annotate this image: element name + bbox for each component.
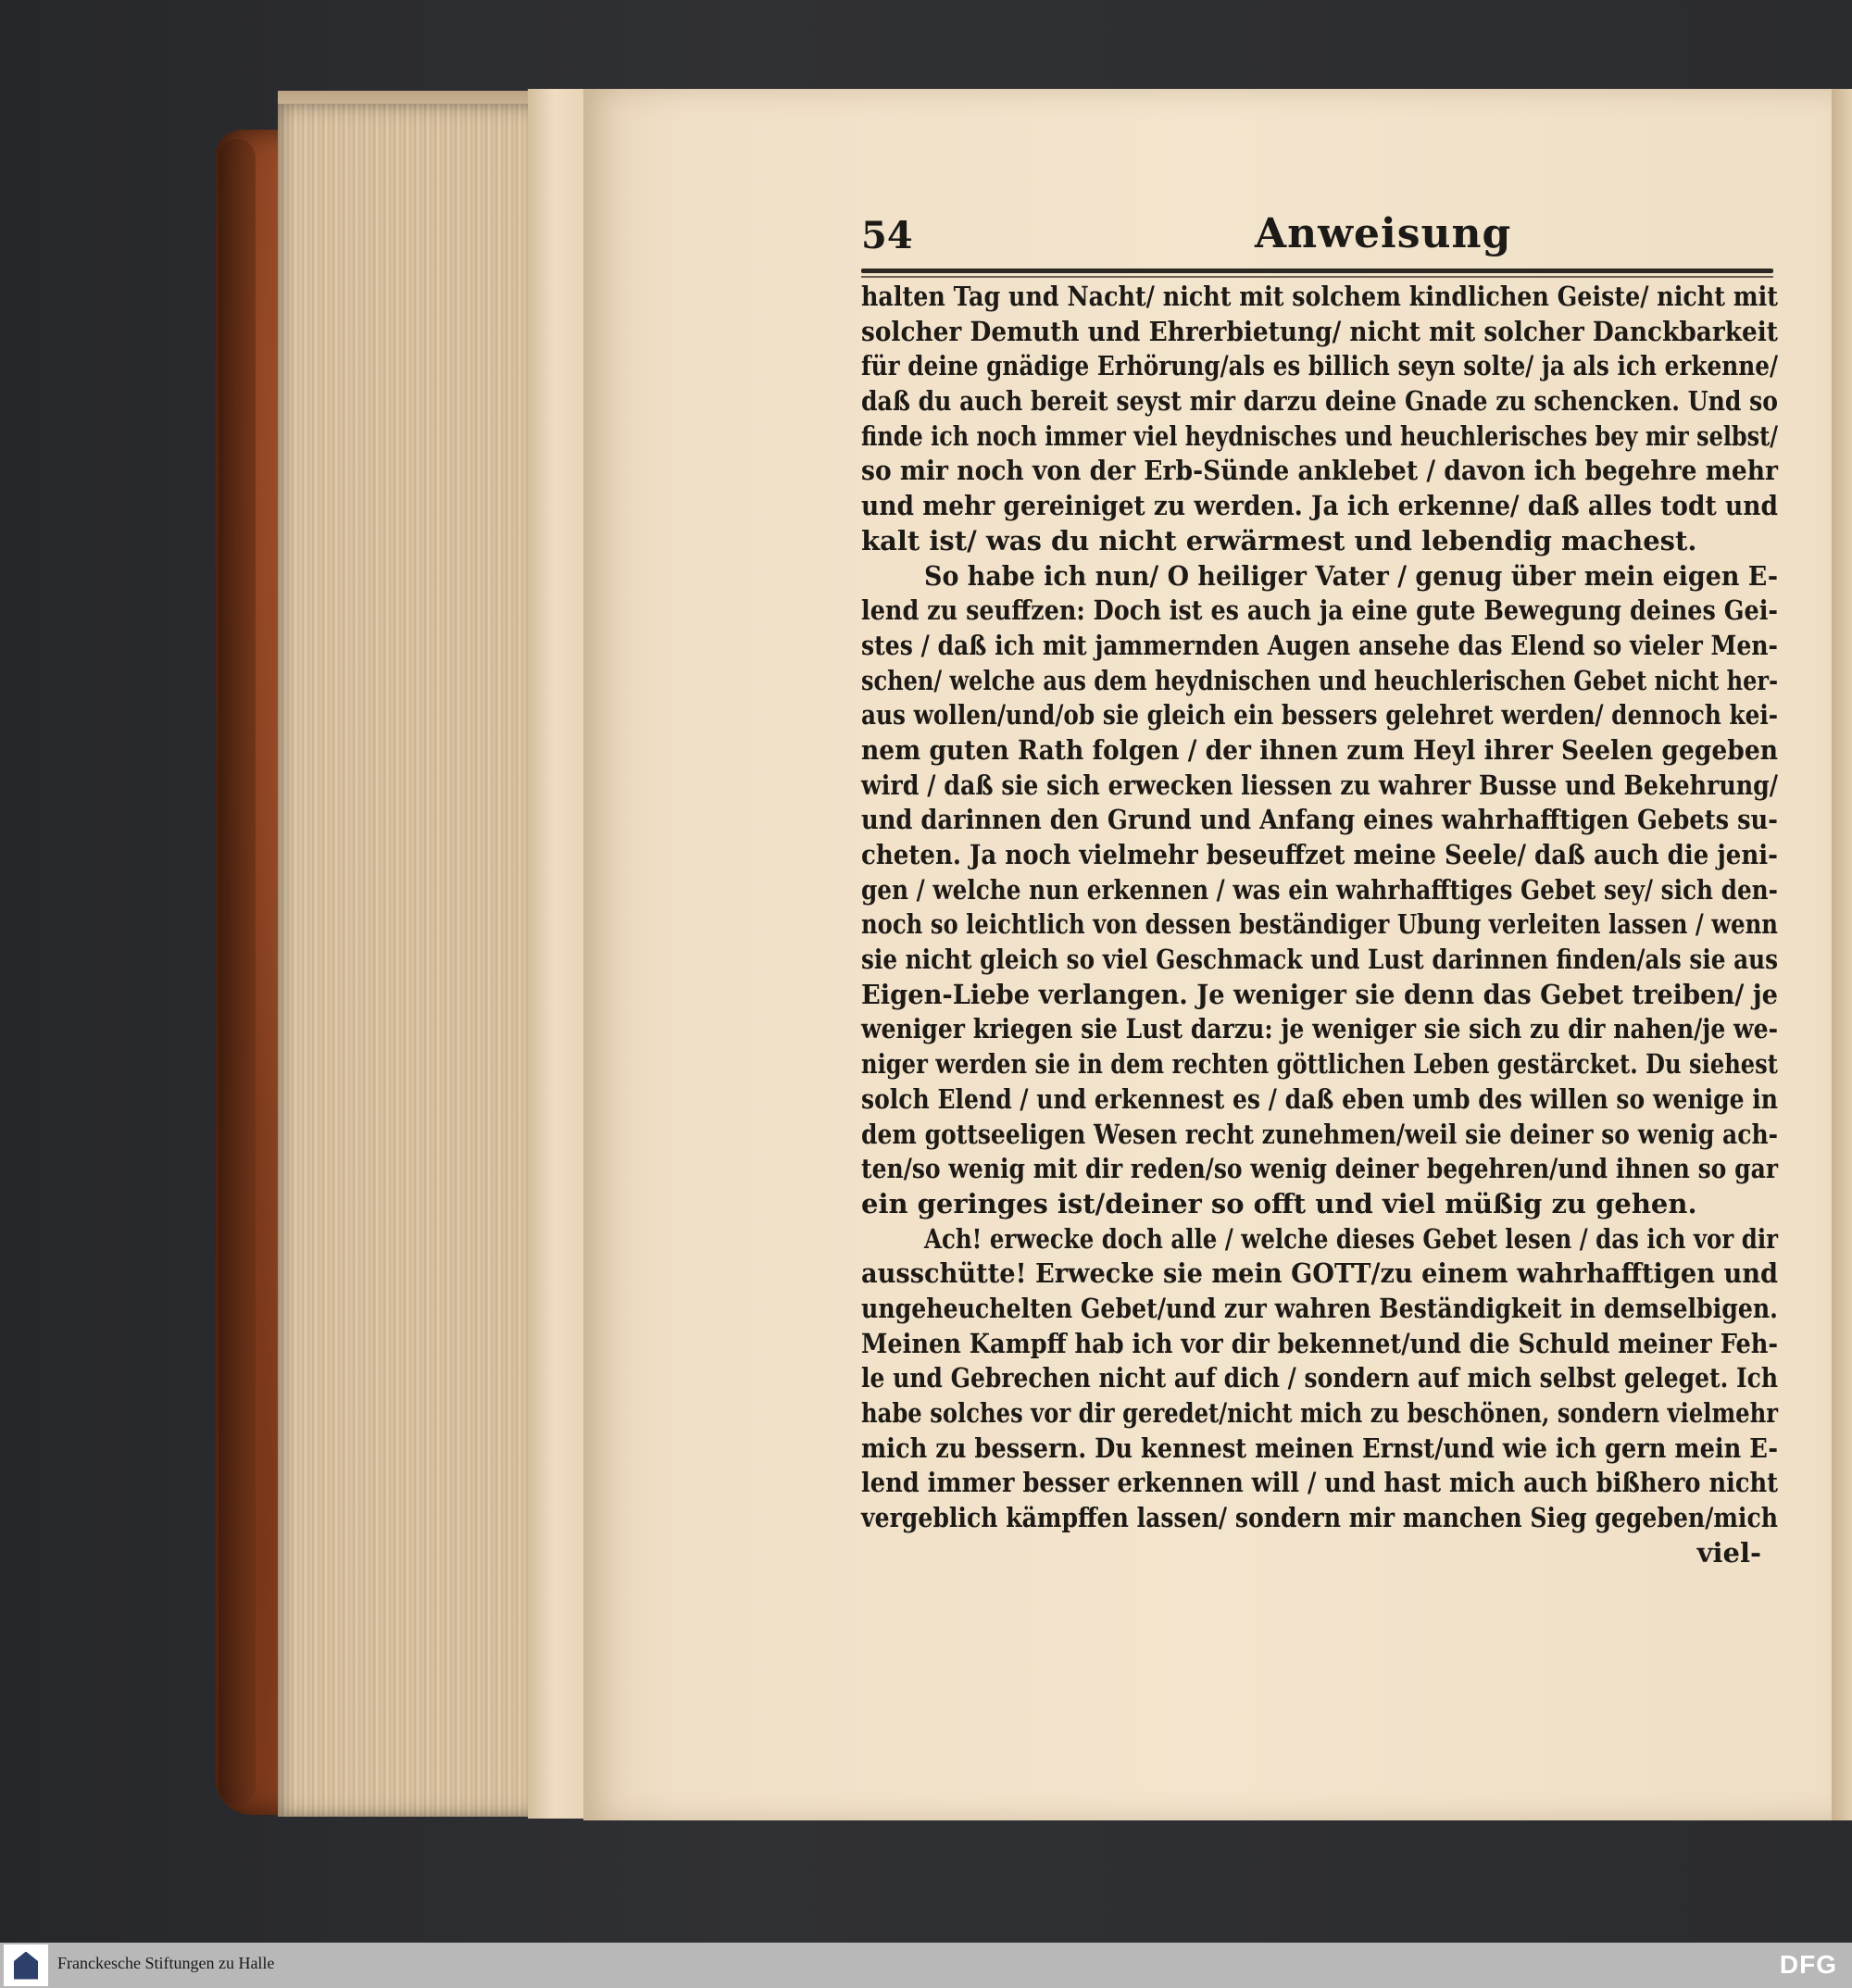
text-line: weniger kriegen sie Lust darzu: je weniger sie sich zu dir nahen/je we- [861,1013,1778,1045]
text-line: wird / daß sie sich erwecken liessen zu wahrer Busse und Bekehrung/ [861,769,1779,801]
facing-page-edge [1832,89,1852,1820]
text-line: sie nicht gleich so viel Geschmack und Lust darinnen finden/als sie aus [861,944,1779,976]
text-line: le und Gebrechen nicht auf dich / sondern auf mich selbst geleget. Ich [861,1362,1779,1394]
text-line: Ach! erwecke doch alle / welche dieses Gebet lesen / das ich vor dir [924,1222,1779,1255]
text-line: und darinnen den Grund und Anfang eines wahrhafftigen Gebets su- [861,804,1778,836]
text-line: cheten. Ja noch vielmehr beseuffzet meine Seele/ daß auch die jeni- [861,839,1778,870]
page-header [861,208,1773,273]
text-line: ein geringes ist/deiner so offt und viel müßig zu gehen. [861,1187,1697,1219]
text-line: habe solches vor dir geredet/nicht mich zu beschönen, sondern vielmehr [861,1397,1779,1429]
text-line: halten Tag und Nacht/ nicht mit solchem kindlichen Geiste/ nicht mit [861,281,1778,312]
text-line: daß du auch bereit seyst mir darzu deine Gnade zu schencken. Und so [861,385,1778,418]
running-head: Anweisung [1255,210,1512,257]
institution-logo-icon [14,1952,38,1980]
catchword: viel- [1696,1536,1761,1569]
text-line: dem gottseeligen Wesen recht zunehmen/weil sie deiner so wenig ach- [861,1118,1779,1150]
text-line: So habe ich nun/ O heiliger Vater / genug über mein eigen E- [924,559,1778,592]
text-line: aus wollen/und/ob sie gleich ein bessers gelehret werden/ dennoch kei- [861,699,1779,731]
text-line: noch so leichtlich von dessen beständiger Ubung verleiten lassen / wenn [861,908,1778,941]
text-line: ten/so wenig mit dir reden/so wenig deiner begehren/und ihnen so gar [861,1153,1779,1185]
text-line: Eigen-Liebe verlangen. Je weniger sie denn das Gebet treiben/ je [861,978,1779,1010]
text-line: lend zu seuffzen: Doch ist es auch ja eine gute Bewegung deines Gei- [861,594,1778,627]
text-line: so mir noch von der Erb-Sünde anklebet / davon ich begehre mehr [861,455,1779,487]
header-rule-thin [861,276,1773,278]
institution-logo [4,1944,48,1986]
text-line: mich zu bessern. Du kennest meinen Ernst/und wie ich gern mein E- [861,1432,1779,1464]
text-line: vergeblich kämpffen lassen/ sondern mir manchen Sieg gegeben/mich [861,1502,1779,1534]
text-line: solcher Demuth und Ehrerbietung/ nicht mit solcher Danckbarkeit [861,315,1778,347]
text-line: schen/ welche aus dem heydnischen und heuchlerischen Gebet nicht her- [861,664,1779,696]
institution-name: Franckesche Stiftungen zu Halle [57,1954,275,1972]
text-line: nem guten Rath folgen / der ihnen zum Heyl ihrer Seelen gegeben [861,733,1778,766]
text-line: und mehr gereiniget zu werden. Ja ich erkenne/ daß alles todt und [861,490,1778,522]
text-line: kalt ist/ was du nicht erwärmest und lebendig machest. [861,524,1697,556]
page-body-text [861,280,1778,1570]
page-number: 54 [861,214,913,257]
text-line: lend immer besser erkennen will / und hast mich auch bißhero nicht [861,1467,1779,1499]
text-line: stes / daß ich mit jammernden Augen ansehe das Elend so vieler Men- [861,629,1778,661]
text-line: ausschütte! Erwecke sie mein GOTT/zu einem wahrhafftigen und [861,1257,1779,1290]
cover-edge [219,139,256,1806]
text-line: ungeheuchelten Gebet/und zur wahren Beständigkeit in demselbigen. [861,1292,1778,1324]
text-line: niger werden sie in dem rechten göttlichen Leben gestärcket. Du siehest [861,1048,1778,1081]
header-rule [861,269,1773,273]
text-line: solch Elend / und erkennest es / daß eben umb des willen so wenige in [861,1082,1779,1115]
text-line: Meinen Kampff hab ich vor dir bekennet/und die Schuld meiner Feh- [861,1327,1778,1359]
text-line: für deine gnädige Erhörung/als es billich seyn solte/ ja als ich erkenne/ [861,350,1779,382]
text-line: gen / welche nun erkennen / was ein wahrhafftiges Gebet sey/ sich den- [861,873,1778,906]
footer-bar [0,1943,1852,1988]
dfg-logo: DFG [1779,1950,1837,1979]
text-line: finde ich noch immer viel heydnisches und heuchlerisches bey mir selbst/ [861,419,1778,452]
